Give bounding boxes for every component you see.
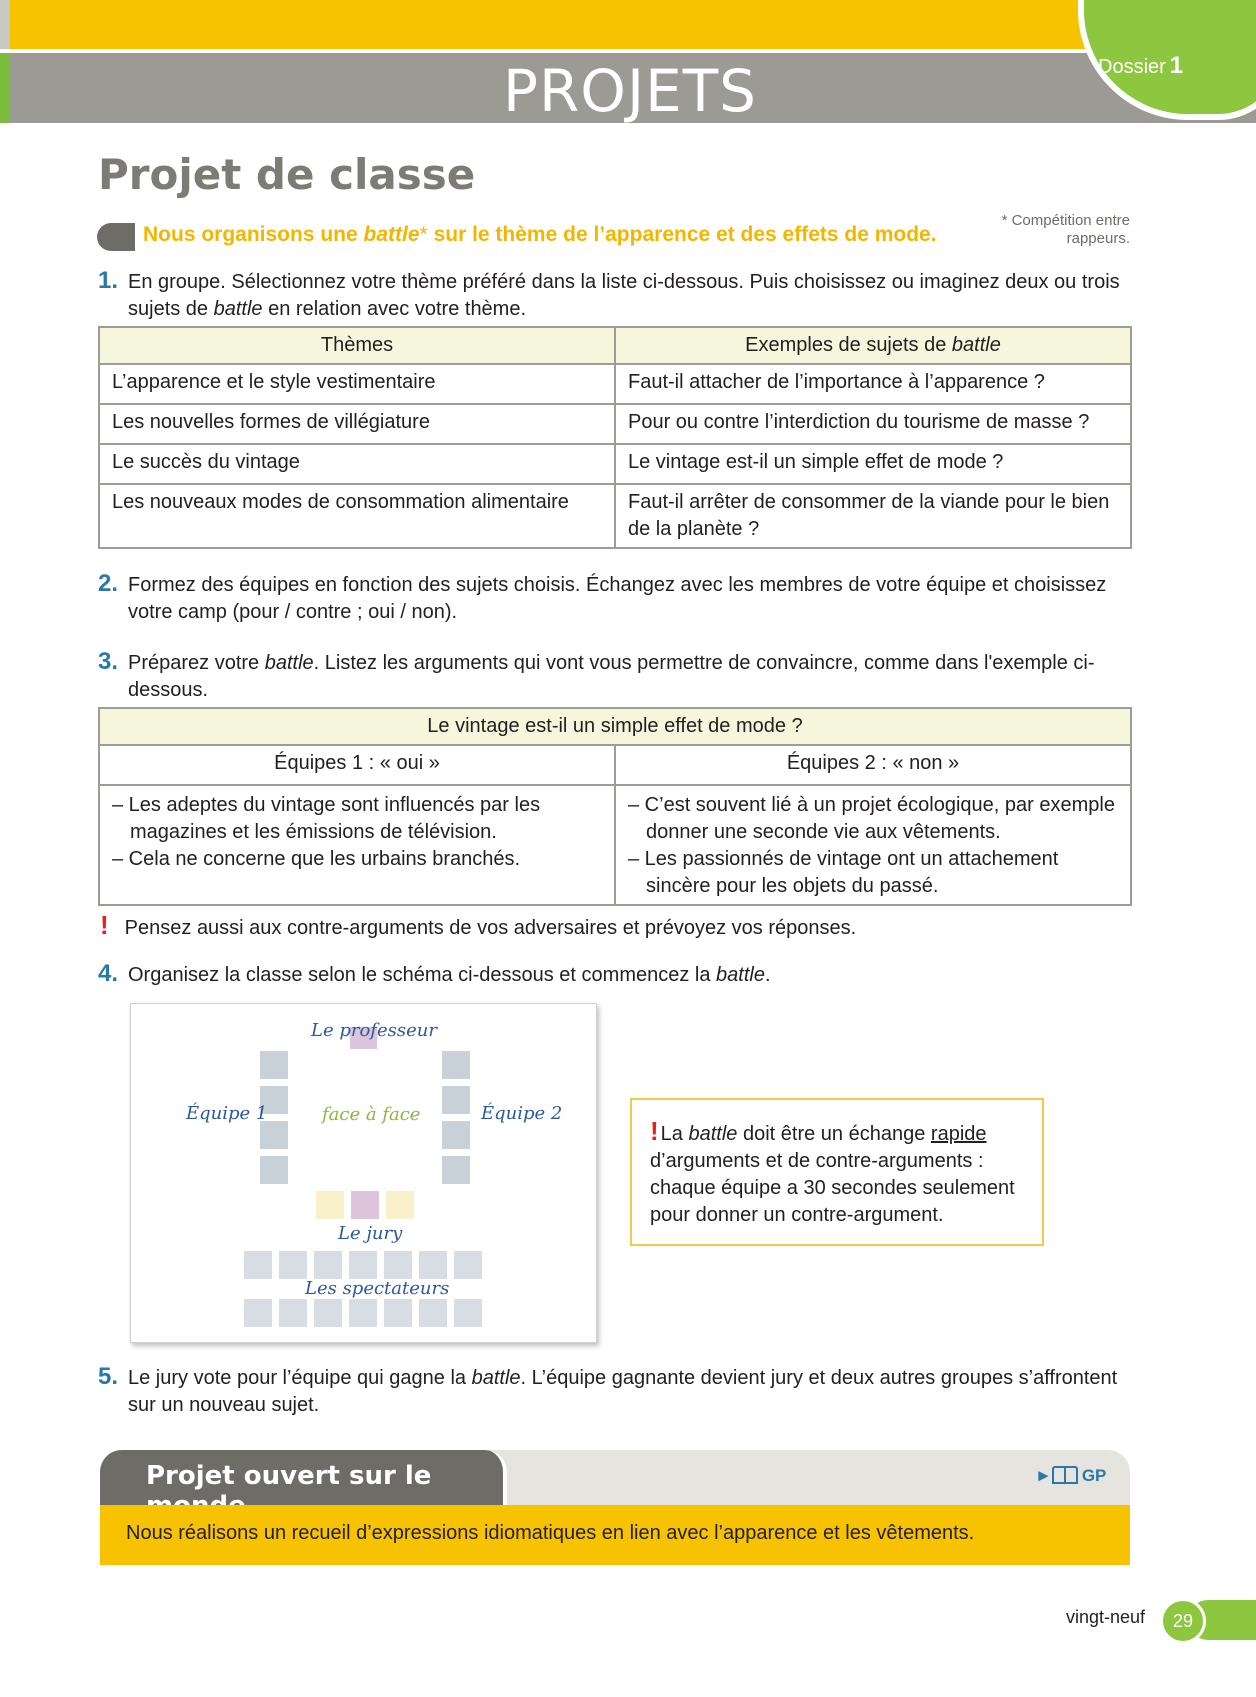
theme-cell: Les nouvelles formes de villégiature bbox=[99, 404, 615, 444]
team-1-seat bbox=[260, 1121, 288, 1149]
table-row bbox=[99, 484, 1131, 548]
spectator-seat bbox=[279, 1299, 307, 1327]
table-title-row bbox=[99, 708, 1131, 745]
table-row bbox=[99, 364, 1131, 404]
jury-president-seat bbox=[351, 1191, 379, 1219]
team-2-header: Équipes 2 : « non » bbox=[615, 745, 1131, 785]
step-text: Organisez la classe selon le schéma ci-dessous et commencez la battle. bbox=[128, 964, 771, 986]
team-1-label: Équipe 1 bbox=[186, 1103, 268, 1124]
step-text: Formez des équipes en fonction des sujets choisis. Échangez avec les membres de votre équipe et choisissez votre camp (pour / contre ; oui / non). bbox=[128, 574, 1107, 623]
intro-heading: Nous organisons une battle* sur le thème de l’apparence et des effets de mode. bbox=[143, 223, 937, 246]
spectator-seat bbox=[349, 1251, 377, 1279]
jury-seat bbox=[386, 1191, 414, 1219]
spectator-seat bbox=[419, 1251, 447, 1279]
team-1-seat bbox=[260, 1051, 288, 1079]
example-cell: Faut-il attacher de l’importance à l’apparence ? bbox=[615, 364, 1131, 404]
column-header-examples: Exemples de sujets de battle bbox=[615, 327, 1131, 364]
battle-rule-note: ! La battle doit être un échange rapide d’arguments et de contre-arguments : chaque équipe a 30 secondes seulement pour donner un contre-argument. bbox=[630, 1098, 1044, 1246]
dossier-number: 1 bbox=[1169, 52, 1184, 79]
spectator-seat bbox=[314, 1299, 342, 1327]
spectator-seat bbox=[454, 1251, 482, 1279]
teacher-label: Le professeur bbox=[311, 1020, 437, 1041]
team-2-label: Équipe 2 bbox=[481, 1103, 563, 1124]
spectator-seat bbox=[349, 1299, 377, 1327]
header-left-accent bbox=[0, 0, 10, 49]
step-number: 4. bbox=[98, 960, 119, 987]
team-1-seat bbox=[260, 1156, 288, 1184]
step-number: 3. bbox=[98, 648, 119, 675]
open-project-text: Nous réalisons un recueil d’expressions idiomatiques en lien avec l’apparence et les vêtements. bbox=[100, 1505, 1130, 1565]
spectator-seat bbox=[384, 1251, 412, 1279]
spectator-seat bbox=[314, 1251, 342, 1279]
banner-green-accent bbox=[0, 53, 10, 123]
spectator-seat bbox=[244, 1299, 272, 1327]
spectator-seat bbox=[384, 1299, 412, 1327]
banner-title: PROJETS bbox=[503, 57, 757, 125]
step-text: En groupe. Sélectionnez votre thème préféré dans la liste ci-dessous. Puis choisissez ou imaginez deux ou trois sujets de battle en relation avec votre thème. bbox=[128, 271, 1120, 320]
page-number-words: vingt-neuf bbox=[1066, 1607, 1146, 1627]
example-cell: Faut-il arrêter de consommer de la viande pour le bien de la planète ? bbox=[615, 484, 1131, 548]
jury-label: Le jury bbox=[338, 1223, 403, 1244]
team-1-arguments bbox=[99, 785, 615, 905]
step-5 bbox=[98, 1365, 1138, 1419]
warning-line bbox=[100, 910, 856, 941]
spectator-seat bbox=[279, 1251, 307, 1279]
jury-seat bbox=[316, 1191, 344, 1219]
step-number: 2. bbox=[98, 570, 119, 597]
spectator-seat bbox=[454, 1299, 482, 1327]
team-1-header: Équipes 1 : « oui » bbox=[99, 745, 615, 785]
step-4 bbox=[98, 962, 1138, 989]
header-yellow-band bbox=[0, 0, 1256, 49]
open-project-tab: Projet ouvert sur le bbox=[100, 1450, 507, 1505]
step-text: Le jury vote pour l’équipe qui gagne la battle. L’équipe gagnante devient jury et deux autres groupes s’affrontent sur un nouveau sujet. bbox=[128, 1367, 1118, 1416]
step-number: 1. bbox=[98, 267, 119, 294]
table-header-row bbox=[99, 327, 1131, 364]
step-number: 5. bbox=[98, 1363, 119, 1390]
theme-cell: Les nouveaux modes de consommation alimentaire bbox=[99, 484, 615, 548]
table-header-row bbox=[99, 745, 1131, 785]
example-cell: Le vintage est-il un simple effet de mode ? bbox=[615, 444, 1131, 484]
team-2-arguments bbox=[615, 785, 1131, 905]
intro-pill-icon bbox=[97, 223, 135, 251]
example-arguments-table bbox=[98, 707, 1132, 906]
table-row bbox=[99, 444, 1131, 484]
classroom-diagram bbox=[130, 1003, 597, 1343]
dossier-label: Dossier 1 bbox=[1098, 52, 1184, 79]
play-icon: ► bbox=[1035, 1466, 1052, 1485]
spectator-seat bbox=[244, 1251, 272, 1279]
team-2-seat bbox=[442, 1051, 470, 1079]
team-2-seat bbox=[442, 1156, 470, 1184]
page-title: Projet de classe bbox=[98, 150, 476, 199]
warning-text: Pensez aussi aux contre-arguments de vos adversaires et prévoyez vos réponses. bbox=[124, 917, 857, 939]
step-text: Préparez votre battle. Listez les arguments qui vont vous permettre de convaincre, comme dans l'exemple ci-dessous. bbox=[128, 652, 1095, 701]
spectators-label: Les spectateurs bbox=[305, 1278, 450, 1299]
book-icon bbox=[1052, 1466, 1078, 1484]
team-2-seat bbox=[442, 1086, 470, 1114]
spectator-seat bbox=[419, 1299, 447, 1327]
argument-item: – Les passionnés de vintage ont un attachement sincère pour les objets du passé. bbox=[628, 848, 1059, 897]
debate-question: Le vintage est-il un simple effet de mode ? bbox=[99, 708, 1131, 745]
themes-table bbox=[98, 326, 1132, 549]
page-number: 29 bbox=[1160, 1598, 1206, 1644]
team-2-seat bbox=[442, 1121, 470, 1149]
example-cell: Pour ou contre l’interdiction du tourisme de masse ? bbox=[615, 404, 1131, 444]
step-2 bbox=[98, 572, 1138, 626]
step-3 bbox=[98, 650, 1138, 704]
table-row bbox=[99, 785, 1131, 905]
face-a-face-label: face à face bbox=[322, 1104, 421, 1125]
exclamation-icon: ! bbox=[100, 910, 109, 940]
gp-link[interactable]: ► GP bbox=[1035, 1466, 1107, 1485]
table-row bbox=[99, 404, 1131, 444]
argument-item: – C’est souvent lié à un projet écologique, par exemple donner une seconde vie aux vêtements. bbox=[628, 794, 1115, 843]
theme-cell: L’apparence et le style vestimentaire bbox=[99, 364, 615, 404]
argument-item: – Cela ne concerne que les urbains branchés. bbox=[112, 848, 521, 870]
column-header-themes: Thèmes bbox=[99, 327, 615, 364]
footnote: * Compétition entre rappeurs. bbox=[1001, 212, 1130, 247]
step-1 bbox=[98, 269, 1138, 323]
theme-cell: Le succès du vintage bbox=[99, 444, 615, 484]
argument-item: – Les adeptes du vintage sont influencés par les magazines et les émissions de télévision. bbox=[112, 794, 541, 843]
exclamation-icon: ! bbox=[650, 1116, 659, 1146]
